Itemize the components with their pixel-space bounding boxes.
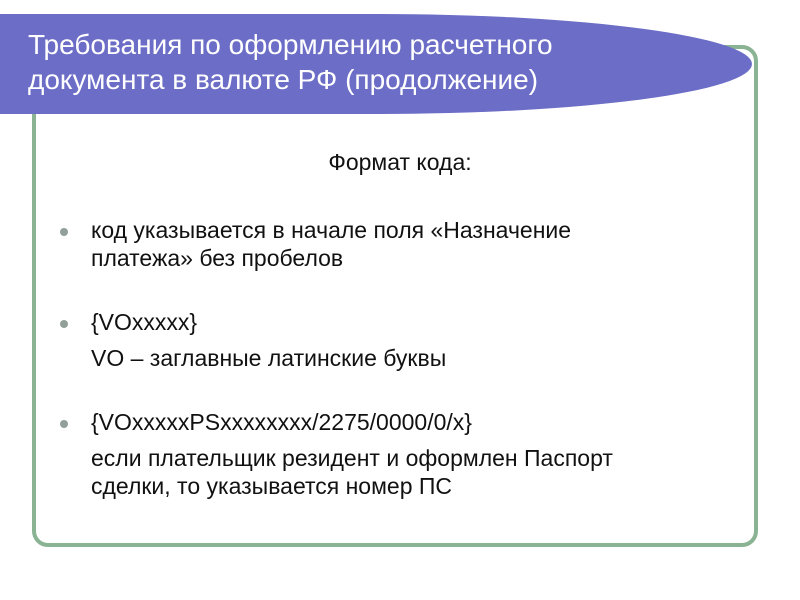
bullet-subtext bbox=[91, 344, 710, 372]
bullet-subtext bbox=[91, 444, 710, 500]
bullet-item bbox=[60, 216, 710, 272]
bullet-item bbox=[60, 308, 710, 372]
bullet-list bbox=[60, 216, 710, 500]
bullet-text: код указывается в начале поля «Назначение bbox=[91, 217, 572, 243]
subheading: Формат кода: bbox=[328, 149, 472, 175]
slide-title bbox=[28, 27, 668, 97]
bullet-dot-icon bbox=[60, 320, 68, 328]
bullet-dot-icon bbox=[60, 228, 68, 236]
bullet-dot-icon bbox=[60, 420, 68, 428]
bullet-text: {VOxxxxxPSxxxxxxxx/2275/0000/0/x} bbox=[91, 409, 472, 435]
slide-title-line: документа в валюте РФ (продолжение) bbox=[28, 64, 539, 95]
slide-title-line: Требования по оформлению расчетного bbox=[28, 29, 553, 60]
bullet-subtext-line: сделки, то указывается номер ПС bbox=[91, 473, 453, 499]
bullet-text: {VOxxxxx} bbox=[91, 309, 198, 335]
bullet-text: платежа» без пробелов bbox=[91, 245, 344, 271]
bullet-item bbox=[60, 408, 710, 500]
bullet-subtext-line: если плательщик резидент и оформлен Паспорт bbox=[91, 445, 613, 471]
bullet-subtext-line: VO – заглавные латинские буквы bbox=[91, 345, 447, 371]
